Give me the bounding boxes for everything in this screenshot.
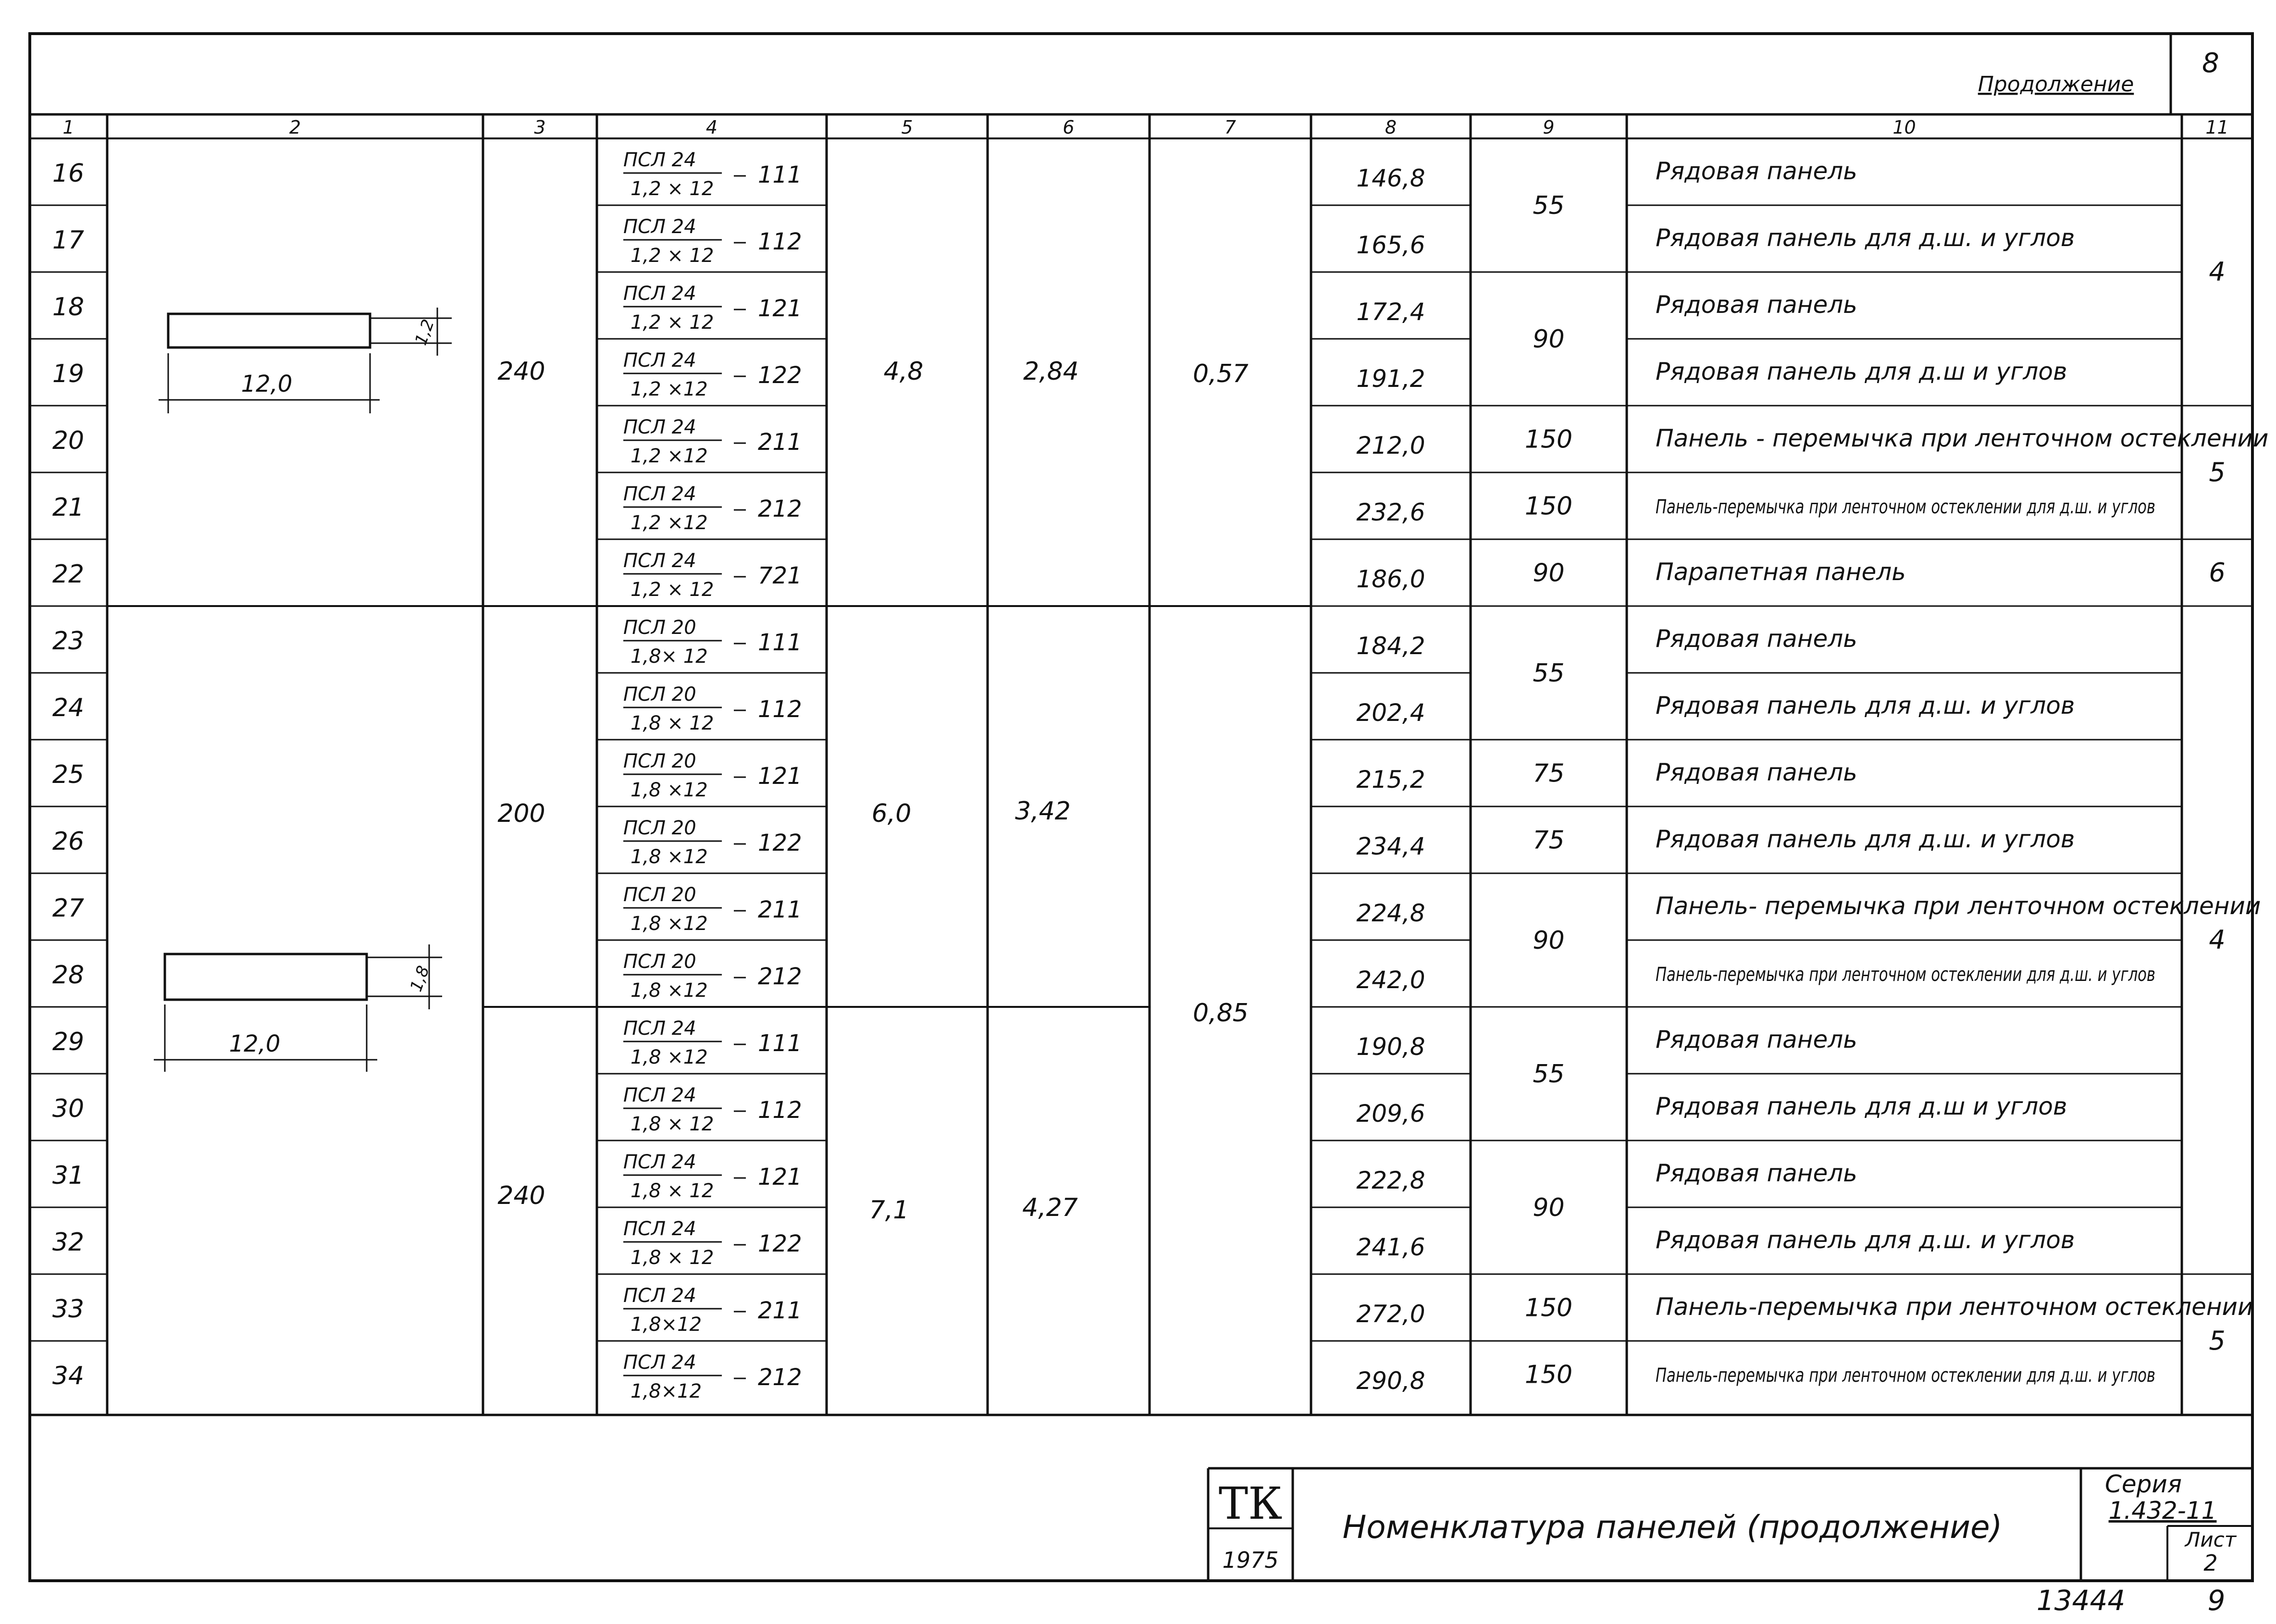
col10-description: Рядовая панель для д.ш. и углов — [1656, 825, 2075, 853]
col8-value: 191,2 — [1356, 365, 1425, 393]
mark-denominator: 1,8×12 — [631, 1314, 702, 1336]
group3-col6: 4,27 — [1022, 1193, 1078, 1222]
mark-numerator: ПСЛ 20 — [623, 951, 696, 973]
col10-description: Рядовая панель — [1656, 1159, 1857, 1187]
column-number: 8 — [1385, 117, 1397, 138]
row-number: 31 — [52, 1161, 85, 1190]
sheet-number: 8 — [2202, 48, 2219, 79]
mark-denominator: 1,2 ×12 — [631, 512, 708, 534]
col11-value: 5 — [2209, 1326, 2226, 1356]
panel-sketch-2 — [154, 944, 442, 1072]
sheet-value: 2 — [2203, 1550, 2218, 1576]
col11-value: 6 — [2209, 557, 2226, 588]
col10-description: Рядовая панель для д.ш. и углов — [1656, 224, 2075, 252]
mark-denominator: 1,2 ×12 — [631, 445, 708, 467]
row-number: 18 — [52, 293, 85, 322]
group3-col3: 240 — [497, 1181, 545, 1210]
group2-col6: 3,42 — [1015, 797, 1071, 826]
col9-value: 90 — [1533, 325, 1565, 354]
col9-value: 90 — [1533, 558, 1565, 588]
col9-value: 150 — [1524, 1293, 1573, 1323]
mark-denominator: 1,8 ×12 — [631, 779, 708, 801]
sketch1-length: 12,0 — [241, 371, 293, 397]
mark-code: 121 — [758, 763, 802, 790]
col11-value: 4 — [2209, 925, 2226, 955]
group2-col5: 6,0 — [871, 799, 912, 828]
column-number: 3 — [534, 117, 546, 138]
column-number: 2 — [289, 117, 301, 138]
col10-description: Панель - перемычка при ленточном остеклении — [1656, 424, 2269, 452]
mark-denominator: 1,8 ×12 — [631, 913, 708, 935]
mark-denominator: 1,8 × 12 — [631, 1113, 714, 1135]
sketch1-height: 1,2 — [411, 317, 438, 348]
row-number: 34 — [52, 1362, 85, 1390]
mark-numerator: ПСЛ 24 — [623, 283, 696, 305]
archive-number: 13444 — [2036, 1584, 2126, 1617]
row-number: 28 — [52, 961, 85, 990]
col9-value: 150 — [1524, 492, 1573, 521]
mark-code: 112 — [758, 696, 802, 723]
col8-value: 222,8 — [1356, 1166, 1425, 1194]
sketch2-length: 12,0 — [229, 1030, 281, 1057]
mark-numerator: ПСЛ 20 — [623, 617, 696, 639]
continuation-label: Продолжение — [1978, 72, 2134, 97]
mark-code: 111 — [758, 629, 802, 656]
col8-value: 290,8 — [1356, 1367, 1425, 1395]
mark-code: 721 — [758, 562, 802, 589]
mark-numerator: ПСЛ 24 — [623, 1017, 696, 1040]
group1-col7: 0,57 — [1193, 360, 1249, 388]
col8-value: 242,0 — [1356, 966, 1425, 994]
col8-value: 209,6 — [1356, 1100, 1425, 1128]
col10-description: Рядовая панель для д.ш. и углов — [1656, 1226, 2075, 1254]
mark-numerator: ПСЛ 24 — [623, 416, 696, 438]
col11-value: 4 — [2209, 257, 2226, 287]
series-label: Серия — [2105, 1470, 2182, 1498]
col10-description: Панель-перемычка при ленточном остеклении для д.ш. и углов — [1656, 1364, 2155, 1387]
col10-description: Рядовая панель — [1656, 758, 1857, 786]
page-number: 9 — [2207, 1584, 2226, 1617]
col8-value: 232,6 — [1356, 498, 1425, 526]
row-number: 26 — [52, 827, 85, 856]
column-number: 5 — [901, 117, 913, 138]
series-value: 1.432-11 — [2108, 1497, 2217, 1525]
mark-numerator: ПСЛ 24 — [623, 1351, 696, 1374]
mark-code: 111 — [758, 1030, 802, 1057]
row-number: 21 — [52, 493, 85, 522]
column-number: 11 — [2205, 117, 2229, 138]
col9-value: 90 — [1533, 926, 1565, 955]
column-number-row — [62, 117, 2228, 138]
mark-code: 121 — [758, 295, 802, 322]
col9-value: 55 — [1533, 191, 1565, 220]
col8-value: 190,8 — [1356, 1033, 1425, 1061]
col8-value: 165,6 — [1356, 231, 1425, 259]
row-number: 20 — [52, 426, 85, 455]
row-number: 33 — [52, 1295, 85, 1324]
mark-numerator: ПСЛ 24 — [623, 483, 696, 505]
col10-description: Рядовая панель для д.ш и углов — [1656, 1092, 2067, 1120]
col10-description: Парапетная панель — [1656, 558, 1906, 586]
group3-col5: 7,1 — [869, 1196, 909, 1225]
col8-value: 272,0 — [1356, 1300, 1425, 1328]
row-number: 16 — [52, 159, 85, 188]
mark-code: 121 — [758, 1164, 802, 1190]
group1-col5: 4,8 — [883, 357, 924, 386]
column-number: 6 — [1063, 117, 1075, 138]
table-column-lines — [107, 114, 2182, 1415]
column-number: 1 — [62, 117, 74, 138]
nomenclature-table — [52, 149, 2268, 1402]
column-number: 9 — [1543, 117, 1555, 138]
col10-description: Рядовая панель — [1656, 157, 1857, 185]
column-number: 10 — [1893, 117, 1916, 138]
mark-code: 122 — [758, 1230, 802, 1257]
row-number: 27 — [52, 894, 85, 923]
group2-col3: 200 — [497, 799, 545, 828]
mark-denominator: 1,8 × 12 — [631, 1247, 714, 1269]
mark-numerator: ПСЛ 24 — [623, 349, 696, 372]
col10-description: Рядовая панель — [1656, 291, 1857, 319]
col10-description: Панель- перемычка при ленточном остеклении — [1656, 892, 2261, 920]
mark-denominator: 1,2 × 12 — [631, 178, 714, 200]
mark-numerator: ПСЛ 20 — [623, 683, 696, 706]
group1-col3: 240 — [497, 357, 545, 386]
mark-denominator: 1,2 × 12 — [631, 311, 714, 334]
mark-numerator: ПСЛ 24 — [623, 216, 696, 238]
col10-description: Панель-перемычка при ленточном остеклении для д.ш. и углов — [1656, 496, 2155, 518]
mark-code: 122 — [758, 362, 802, 389]
col10-description: Рядовая панель для д.ш и углов — [1656, 358, 2067, 385]
col8-value: 172,4 — [1356, 298, 1425, 326]
col10-description: Рядовая панель — [1656, 625, 1857, 653]
col8-value: 184,2 — [1356, 632, 1425, 660]
col9-value: 55 — [1533, 659, 1565, 688]
row-number: 24 — [52, 694, 85, 722]
sketch2-height: 1,8 — [406, 963, 433, 994]
mark-denominator: 1,8 × 12 — [631, 712, 714, 734]
row-number: 29 — [52, 1028, 85, 1056]
drawing-title: Номенклатура панелей (продолжение) — [1342, 1509, 2003, 1546]
col8-value: 215,2 — [1356, 766, 1425, 793]
mark-numerator: ПСЛ 24 — [623, 1218, 696, 1240]
col9-value: 90 — [1533, 1193, 1565, 1222]
mark-denominator: 1,8 ×12 — [631, 979, 708, 1002]
row-number: 19 — [52, 360, 85, 388]
mark-denominator: 1,8 ×12 — [631, 1046, 708, 1068]
mark-numerator: ПСЛ 24 — [623, 1285, 696, 1307]
col10-description: Рядовая панель для д.ш. и углов — [1656, 692, 2075, 719]
col9-value: 150 — [1524, 425, 1573, 454]
group1-col6: 2,84 — [1023, 357, 1079, 386]
group2-col7: 0,85 — [1193, 999, 1249, 1028]
row-number: 25 — [52, 760, 85, 789]
col11-value: 5 — [2209, 457, 2226, 487]
col8-value: 224,8 — [1356, 899, 1425, 927]
mark-denominator: 1,2 ×12 — [631, 378, 708, 400]
mark-code: 211 — [758, 429, 802, 456]
mark-numerator: ПСЛ 24 — [623, 1151, 696, 1173]
mark-code: 112 — [758, 228, 802, 255]
col8-value: 234,4 — [1356, 832, 1425, 860]
row-number: 23 — [52, 627, 85, 656]
col10-description: Рядовая панель — [1656, 1026, 1857, 1054]
group-cells — [497, 357, 1249, 1225]
col10-description: Панель-перемычка при ленточном остеклении для д.ш. и углов — [1656, 964, 2155, 986]
mark-denominator: 1,2 × 12 — [631, 579, 714, 601]
mark-denominator: 1,8×12 — [631, 1380, 702, 1402]
mark-code: 212 — [758, 1364, 802, 1391]
col9-value: 150 — [1524, 1360, 1573, 1389]
mark-numerator: ПСЛ 20 — [623, 750, 696, 772]
row-number: 22 — [52, 560, 85, 589]
col9-value: 55 — [1533, 1060, 1565, 1089]
mark-code: 212 — [758, 496, 802, 522]
col9-value: 75 — [1533, 759, 1565, 788]
col8-value: 186,0 — [1356, 565, 1425, 593]
mark-code: 112 — [758, 1097, 802, 1124]
col8-value: 241,6 — [1356, 1233, 1425, 1261]
col10-description: Панель-перемычка при ленточном остеклении — [1656, 1293, 2253, 1321]
row-number: 30 — [52, 1094, 85, 1123]
mark-denominator: 1,8 × 12 — [631, 1180, 714, 1202]
year-label: 1975 — [1222, 1547, 1279, 1573]
mark-code: 212 — [758, 963, 802, 990]
mark-numerator: ПСЛ 24 — [623, 149, 696, 171]
col8-value: 212,0 — [1356, 432, 1425, 459]
mark-numerator: ПСЛ 24 — [623, 550, 696, 572]
mark-denominator: 1,8× 12 — [631, 645, 708, 668]
mark-numerator: ПСЛ 24 — [623, 1084, 696, 1106]
col8-value: 146,8 — [1356, 164, 1425, 192]
col9-value: 75 — [1533, 826, 1565, 855]
mark-numerator: ПСЛ 20 — [623, 884, 696, 906]
mark-denominator: 1,2 × 12 — [631, 245, 714, 267]
mark-numerator: ПСЛ 20 — [623, 817, 696, 839]
mark-denominator: 1,8 ×12 — [631, 846, 708, 868]
title-block — [1219, 1470, 2237, 1576]
mark-code: 211 — [758, 1297, 802, 1324]
mark-code: 211 — [758, 896, 802, 923]
col8-value: 202,4 — [1356, 699, 1425, 727]
panel-sketch-1 — [159, 308, 452, 413]
column-number: 7 — [1224, 117, 1237, 138]
org-mark: ТК — [1218, 1478, 1283, 1529]
row-number: 32 — [52, 1228, 85, 1257]
row-number: 17 — [52, 226, 85, 255]
mark-code: 122 — [758, 830, 802, 856]
sheet-label: Лист — [2185, 1528, 2237, 1551]
column-number: 4 — [705, 117, 718, 138]
mark-code: 111 — [758, 161, 802, 188]
